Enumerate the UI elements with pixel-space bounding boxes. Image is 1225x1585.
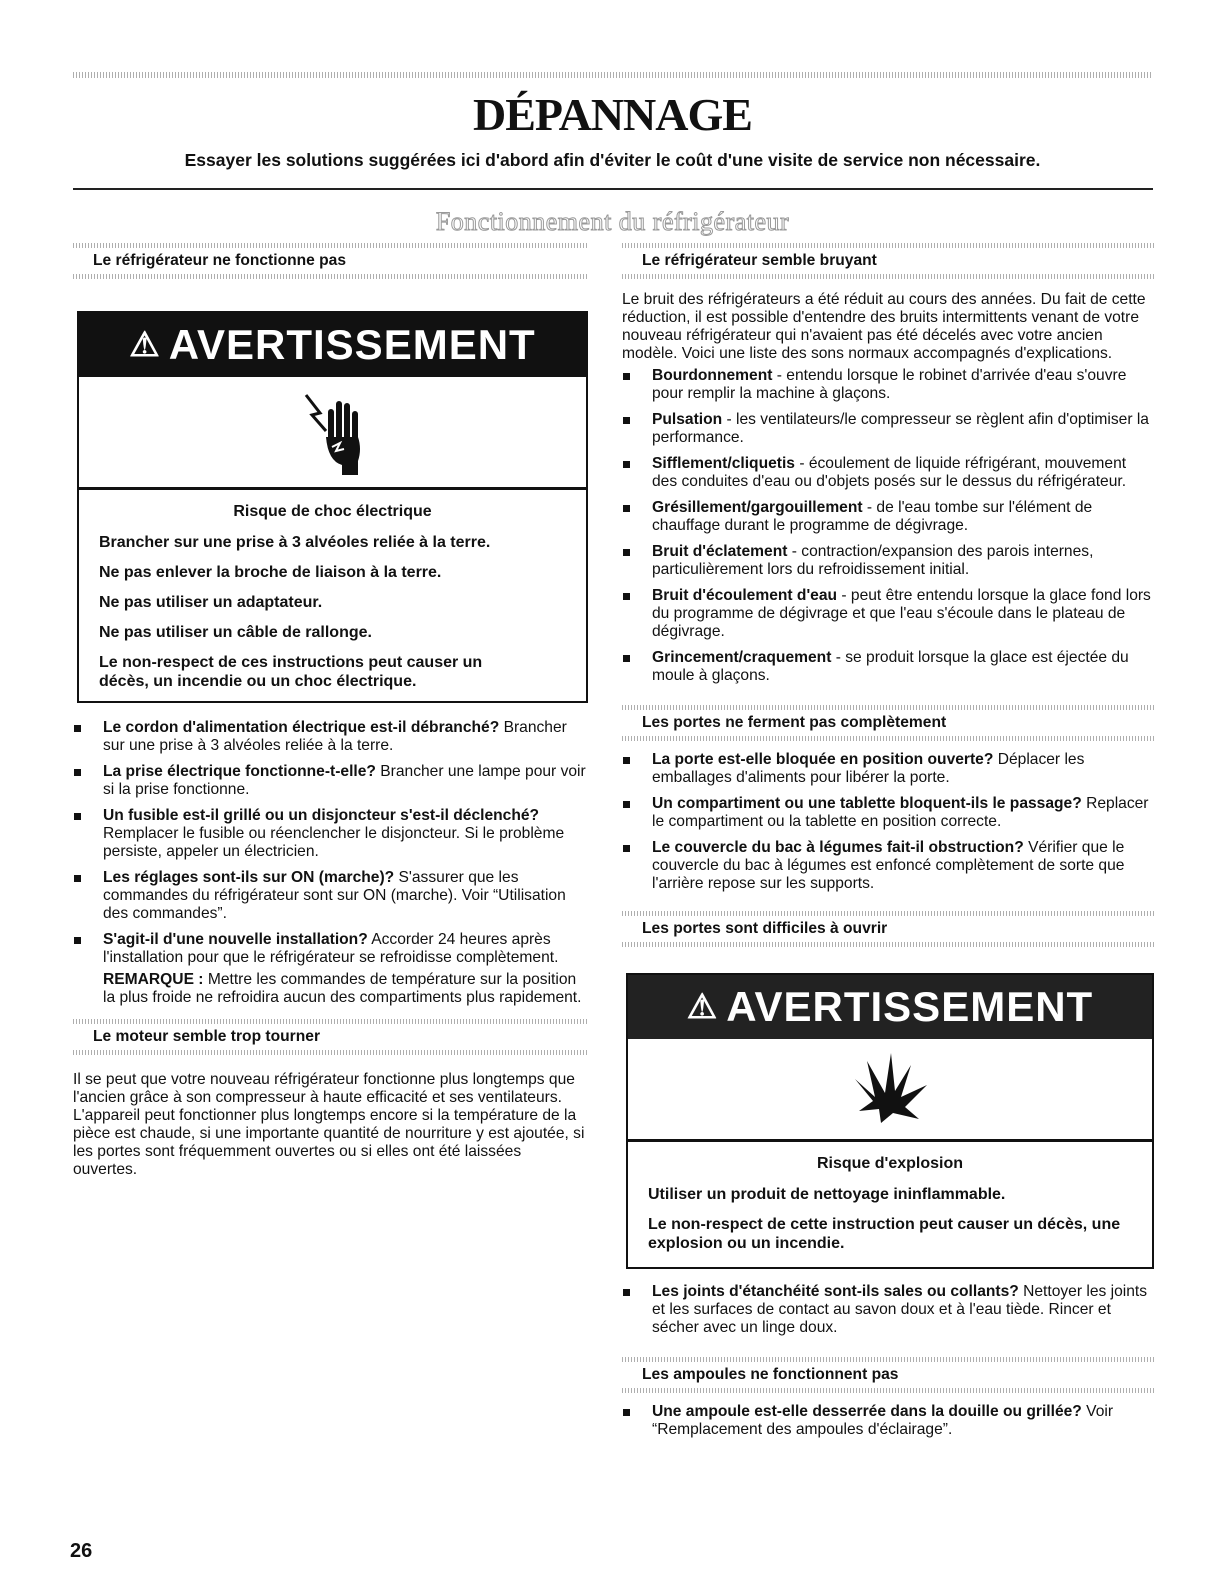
page-number: 26 bbox=[70, 1540, 93, 1562]
bullet-icon bbox=[74, 875, 81, 882]
bullet-icon bbox=[623, 845, 630, 852]
remark-text: Mettre les commandes de température sur la position la plus froide ne refroidira aucun des compartiments plus rapidement. bbox=[103, 971, 582, 1006]
explosion-icon bbox=[845, 1049, 935, 1129]
item-answer: Accorder 24 heures après l'installation pour que le réfrigérateur se refroidisse complètement. bbox=[103, 931, 559, 966]
list-item bbox=[622, 499, 1154, 535]
warning-line: Ne pas enlever la broche de liaison à la terre. bbox=[99, 564, 442, 581]
bullet-icon bbox=[623, 655, 630, 662]
item-question: Bruit d'éclatement bbox=[652, 543, 788, 560]
page-subtitle: Essayer les solutions suggérées ici d'abord afin d'éviter le coût d'une visite de service non nécessaire. bbox=[184, 150, 1041, 170]
list-item bbox=[622, 367, 1154, 403]
bullet-icon bbox=[623, 1409, 630, 1416]
heading-noisy: Le réfrigérateur semble bruyant bbox=[642, 252, 877, 269]
warning-box-shock bbox=[77, 311, 588, 703]
item-question: Les joints d'étanchéité sont-ils sales ou collants? bbox=[652, 1283, 1019, 1300]
item-question: Le couvercle du bac à légumes fait-il obstruction? bbox=[652, 839, 1024, 856]
item-answer: Nettoyer les joints et les surfaces de contact au savon doux et à l'eau tiède. Rincer et sécher avec un linge doux. bbox=[652, 1283, 1148, 1336]
bullet-icon bbox=[623, 505, 630, 512]
heading-rule bbox=[622, 736, 1154, 741]
list-item bbox=[622, 543, 1154, 579]
item-answer: Brancher une lampe pour voir si la prise fonctionne. bbox=[103, 763, 586, 798]
item-question: Les réglages sont-ils sur ON (marche)? bbox=[103, 869, 395, 886]
top-dotted-rule bbox=[73, 72, 1153, 78]
list-item bbox=[73, 719, 588, 755]
checklist-doors bbox=[622, 751, 1154, 893]
item-question: Pulsation bbox=[652, 411, 723, 428]
warning-header-label: AVERTISSEMENT bbox=[168, 321, 536, 368]
list-item bbox=[622, 1283, 1154, 1337]
heading-rule bbox=[622, 705, 1154, 710]
right-column bbox=[622, 243, 1154, 1447]
list-item bbox=[622, 795, 1154, 831]
checklist-seals bbox=[622, 1283, 1154, 1337]
bullet-icon bbox=[623, 1289, 630, 1296]
item-answer: - les ventilateurs/le compresseur se règlent afin d'optimiser la performance. bbox=[652, 411, 1149, 446]
warning-header bbox=[628, 975, 1152, 1039]
warning-line: Le non-respect de cette instruction peut causer un décès, une explosion ou un incendie. bbox=[648, 1216, 1121, 1252]
item-answer: - peut être entendu lorsque la glace fond lors du programme de dégivrage et que l'eau s'écoule dans le plateau de dégivrage. bbox=[652, 587, 1151, 640]
heading-rule bbox=[73, 243, 588, 248]
item-question: Une ampoule est-elle desserrée dans la douille ou grillée? bbox=[652, 1403, 1082, 1420]
warning-line: Utiliser un produit de nettoyage ininflammable. bbox=[648, 1186, 1006, 1203]
warning-body bbox=[628, 1142, 1152, 1267]
item-answer: Voir “Remplacement des ampoules d'éclairage”. bbox=[652, 1403, 1114, 1438]
item-question: Sifflement/cliquetis bbox=[652, 455, 795, 472]
heading-rule bbox=[622, 942, 1154, 947]
list-item bbox=[73, 763, 588, 799]
heading-rule bbox=[73, 274, 588, 279]
list-item bbox=[622, 839, 1154, 893]
item-answer: - écoulement de liquide réfrigérant, mouvement des conduites d'eau ou d'objets posés sur le dessus du réfrigérateur. bbox=[652, 455, 1127, 490]
list-item bbox=[622, 751, 1154, 787]
electric-shock-hand-icon bbox=[298, 387, 368, 477]
item-answer: Déplacer les emballages d'aliments pour libérer la porte. bbox=[652, 751, 1085, 786]
bullet-icon bbox=[74, 725, 81, 732]
item-question: Un compartiment ou une tablette bloquent-ils le passage? bbox=[652, 795, 1082, 812]
section-title: Fonctionnement du réfrigérateur bbox=[435, 207, 790, 236]
heading-rule bbox=[622, 1357, 1154, 1362]
item-question: Grincement/craquement bbox=[652, 649, 832, 666]
bullet-icon bbox=[623, 593, 630, 600]
item-question: Un fusible est-il grillé ou un disjoncteur s'est-il déclenché? bbox=[103, 807, 540, 824]
item-answer: - de l'eau tombe sur l'élément de chauffage durant le programme de dégivrage. bbox=[652, 499, 1093, 534]
list-item bbox=[622, 411, 1154, 447]
item-answer: - contraction/expansion des parois internes, particulièrement lors du refroidissement initial. bbox=[652, 543, 1094, 578]
warning-triangle-icon: ⚠ bbox=[686, 988, 719, 1026]
heading-not-working: Le réfrigérateur ne fonctionne pas bbox=[93, 252, 347, 269]
warning-box-explosion bbox=[626, 973, 1154, 1269]
warning-risk: Risque d'explosion bbox=[816, 1155, 964, 1172]
bullet-icon bbox=[623, 373, 630, 380]
heading-bulbs: Les ampoules ne fonctionnent pas bbox=[642, 1366, 899, 1383]
list-item bbox=[73, 869, 588, 923]
item-question: Grésillement/gargouillement bbox=[652, 499, 863, 516]
bullet-icon bbox=[623, 801, 630, 808]
list-item bbox=[622, 649, 1154, 685]
bullet-icon bbox=[623, 461, 630, 468]
item-question: Le cordon d'alimentation électrique est-il débranché? bbox=[103, 719, 500, 736]
checklist-not-working bbox=[73, 719, 588, 967]
heading-rule bbox=[73, 1019, 588, 1024]
noise-intro: Le bruit des réfrigérateurs a été réduit au cours des années. Du fait de cette réduction, il est possible d'entendre des bruits intermittents venant de votre nouveau réfrigérateur qui n'avaient pas été décelés avec votre ancien modèle. Voici une liste des sons normaux accompagnés d'explications. bbox=[622, 291, 1146, 362]
bullet-icon bbox=[623, 549, 630, 556]
remark bbox=[73, 971, 588, 1007]
item-answer: Vérifier que le couvercle du bac à légumes est enfoncé complètement de sorte que l'arrière repose sur les supports. bbox=[652, 839, 1125, 892]
warning-header bbox=[79, 313, 586, 377]
item-question: S'agit-il d'une nouvelle installation? bbox=[103, 931, 368, 948]
item-question: La porte est-elle bloquée en position ouverte? bbox=[652, 751, 994, 768]
item-question: La prise électrique fonctionne-t-elle? bbox=[103, 763, 376, 780]
warning-triangle-icon: ⚠ bbox=[129, 326, 161, 364]
warning-line: Ne pas utiliser un adaptateur. bbox=[99, 594, 323, 611]
warning-icon-area bbox=[79, 377, 586, 490]
heading-rule bbox=[622, 911, 1154, 916]
warning-line: Ne pas utiliser un câble de rallonge. bbox=[99, 624, 372, 641]
item-answer: Brancher sur une prise à 3 alvéoles reliée à la terre. bbox=[103, 719, 567, 754]
remark-label: REMARQUE : bbox=[103, 971, 204, 988]
left-column bbox=[73, 243, 588, 1179]
item-question: Bourdonnement bbox=[652, 367, 773, 384]
warning-line: Brancher sur une prise à 3 alvéoles reliée à la terre. bbox=[99, 534, 491, 551]
page-title: DÉPANNAGE bbox=[473, 89, 752, 140]
item-answer: S'assurer que les commandes du réfrigérateur sont sur ON (marche). Voir “Utilisation des commandes”. bbox=[103, 869, 566, 922]
bullet-icon bbox=[74, 813, 81, 820]
bullet-icon bbox=[74, 769, 81, 776]
divider-rule bbox=[73, 188, 1153, 190]
item-answer: - se produit lorsque la glace est éjectée du moule à glaçons. bbox=[652, 649, 1129, 684]
motor-paragraph: Il se peut que votre nouveau réfrigérateur fonctionne plus longtemps que l'ancien grâce à son compresseur à haute efficacité et ses ventilateurs. L'appareil peut fonctionner plus longtemps encore si la température de la pièce est chaude, si une importante quantité de nourriture y est ajoutée, si les portes sont fréquemment ouvertes ou si elles ont été laissées ouvertes. bbox=[73, 1071, 585, 1178]
warning-icon-area bbox=[628, 1039, 1152, 1142]
list-item bbox=[622, 455, 1154, 491]
heading-rule bbox=[622, 274, 1154, 279]
warning-line: Le non-respect de ces instructions peut causer un décès, un incendie ou un choc électrique. bbox=[99, 654, 483, 690]
bullet-icon bbox=[74, 937, 81, 944]
list-item bbox=[622, 1403, 1154, 1439]
bullet-icon bbox=[623, 757, 630, 764]
heading-doors-open: Les portes sont difficiles à ouvrir bbox=[642, 920, 888, 937]
item-answer: - entendu lorsque le robinet d'arrivée d'eau s'ouvre pour remplir la machine à glaçons. bbox=[652, 367, 1127, 402]
heading-doors-close: Les portes ne ferment pas complètement bbox=[642, 714, 947, 731]
item-answer: Replacer le compartiment ou la tablette en position correcte. bbox=[652, 795, 1149, 830]
list-item bbox=[73, 931, 588, 967]
checklist-noise bbox=[622, 367, 1154, 685]
warning-body bbox=[79, 490, 586, 701]
warning-risk: Risque de choc électrique bbox=[233, 503, 432, 520]
item-answer: Remplacer le fusible ou réenclencher le disjoncteur. Si le problème persiste, appeler un électricien. bbox=[103, 825, 565, 860]
item-question: Bruit d'écoulement d'eau bbox=[652, 587, 838, 604]
checklist-bulbs bbox=[622, 1403, 1154, 1439]
bullet-icon bbox=[623, 417, 630, 424]
heading-rule bbox=[73, 1050, 588, 1055]
list-item bbox=[622, 587, 1154, 641]
heading-motor: Le moteur semble trop tourner bbox=[93, 1028, 321, 1045]
warning-header-label: AVERTISSEMENT bbox=[726, 983, 1094, 1030]
list-item bbox=[73, 807, 588, 861]
heading-rule bbox=[622, 1388, 1154, 1393]
heading-rule bbox=[622, 243, 1154, 248]
